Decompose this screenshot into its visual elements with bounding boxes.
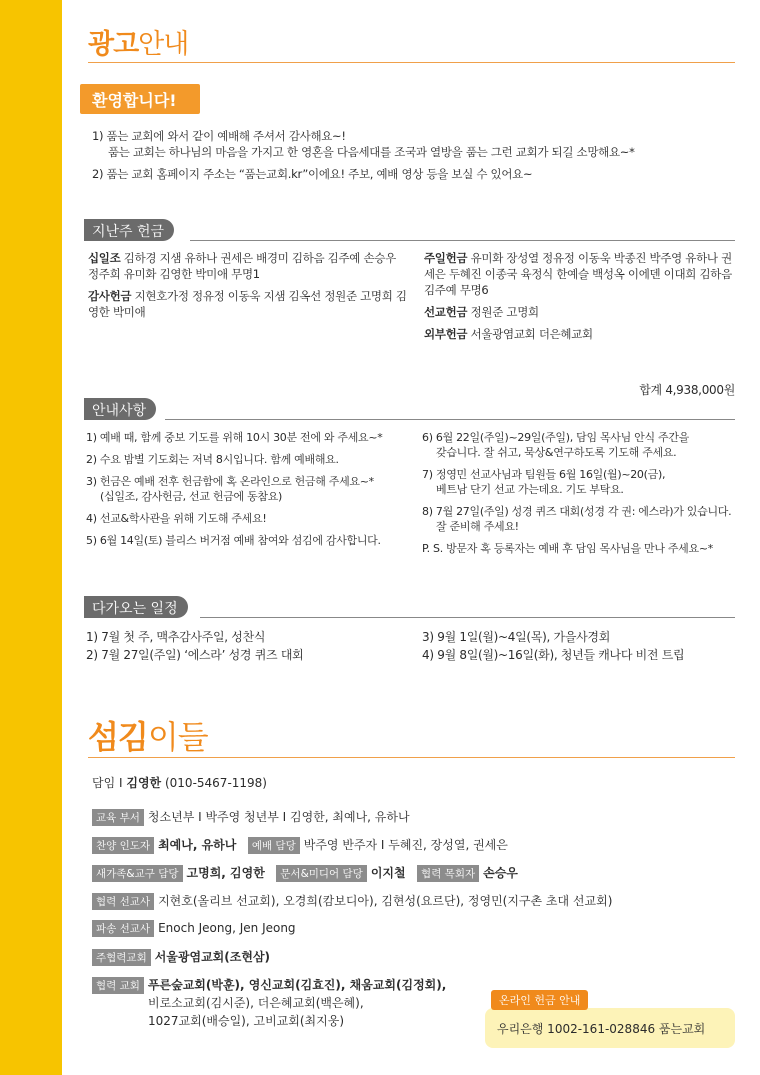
thanks-label: 감사헌금 — [88, 289, 132, 303]
mission-label: 선교헌금 — [424, 305, 468, 319]
ad-title-rule — [88, 62, 735, 63]
ad-line-2: 2) 품는 교회 홈페이지 주소는 “품는교회.kr”이에요! 주보, 예배 영상 등을 보실 수 있어요~ — [92, 167, 533, 181]
sunday-label: 주일헌금 — [424, 251, 468, 265]
tag-media: 문서&미디어 담당 — [276, 865, 367, 882]
schedule-right — [422, 628, 740, 664]
notice-6b: 갖습니다. 잘 쉬고, 묵상&연구하도록 기도해 주세요. — [436, 446, 677, 459]
notice-3: 3) 헌금은 예배 전후 헌금함에 혹 온라인으로 헌금해 주세요~* — [86, 475, 374, 488]
servants-row-5: 파송 선교사 Enoch Jeong, Jen Jeong — [92, 920, 296, 937]
schedule-left — [86, 628, 416, 664]
notices-rule — [165, 419, 735, 420]
schedule-pill: 다가오는 일정 — [84, 596, 188, 618]
servants-row-2: 찬양 인도자 최예나, 유하나 예배 담당 박주영 반주자 I 두혜진, 장성열, 권세은 — [92, 836, 508, 854]
notice-8b: 잘 준비해 주세요! — [436, 520, 519, 533]
tag-partner-church: 협력 교회 — [92, 977, 144, 994]
notice-7b: 베트남 단기 선교 가는데요. 기도 부탁요. — [436, 483, 624, 496]
online-account: 우리은행 1002-161-028846 품는교회 — [497, 1022, 706, 1036]
tag-newfamily: 새가족&교구 담당 — [92, 865, 183, 882]
tag-worship-leader: 찬양 인도자 — [92, 837, 154, 854]
schedule-4: 4) 9월 8일(월)~16일(화), 청년들 캐나다 비전 트립 — [422, 648, 685, 662]
schedule-2: 2) 7월 27일(주일) ‘에스라’ 성경 퀴즈 대회 — [86, 648, 304, 662]
notice-8: 8) 7월 27일(주일) 성경 퀴즈 대회(성경 각 권: 에스라)가 있습니다. — [422, 505, 732, 518]
schedule-rule — [200, 617, 735, 618]
pastor-label: 담임 I — [92, 776, 123, 790]
ad-line-1: 1) 품는 교회에 와서 같이 예배해 주셔서 감사해요~! — [92, 129, 346, 143]
offering-pill: 지난주 헌금 — [84, 219, 174, 241]
pastor-name: 김영한 — [126, 776, 162, 790]
sunday-names: 유미화 장성열 정유정 이동욱 박종진 박주영 유하나 권세은 두혜진 이종국 육정식 한예슬 백성옥 이에덴 이대희 김하음 김주예 무명6 — [424, 251, 732, 297]
tag-main-church: 주협력교회 — [92, 949, 151, 966]
notice-4: 4) 선교&학사관을 위해 기도해 주세요! — [86, 512, 267, 525]
online-offering-box — [485, 1008, 735, 1048]
offering-left — [88, 250, 408, 320]
yellow-sidebar — [0, 0, 62, 1075]
tag-sent-missionary: 파송 선교사 — [92, 920, 154, 937]
offering-rule — [190, 240, 735, 241]
servants-row-1: 교육 부서 청소년부 I 박주영 청년부 I 김영한, 최예나, 유하나 — [92, 808, 410, 826]
notice-2: 2) 수요 밤별 기도회는 저녁 8시입니다. 함께 예배해요. — [86, 453, 339, 466]
tag-worship: 예배 담당 — [248, 837, 300, 854]
tag-co-pastor: 협력 목회자 — [417, 865, 479, 882]
notices-left — [86, 430, 416, 548]
schedule-3: 3) 9월 1일(월)~4일(목), 가을사경회 — [422, 630, 610, 644]
tag-education: 교육 부서 — [92, 809, 144, 826]
tag-partner-missionary: 협력 선교사 — [92, 893, 154, 910]
servants-row-4: 협력 선교사 지현호(올리브 선교회), 오경희(캄보디아), 김현성(요르단), 정영민(지구촌 초대 선교회) — [92, 892, 612, 910]
offering-right — [424, 250, 734, 342]
tithe-label: 십일조 — [88, 251, 121, 265]
servants-title-rule — [88, 757, 735, 758]
servants-section-title: 섬김이들 — [88, 718, 208, 756]
notice-ps: P. S. 방문자 혹 등록자는 예배 후 담임 목사님을 만나 주세요~* — [422, 542, 713, 555]
offering-total: 합계 4,938,000원 — [639, 383, 735, 397]
outside-names: 서울광염교회 더은혜교회 — [470, 327, 593, 341]
servants-row-7: 협력 교회 푸른숲교회(박훈), 영신교회(김효진), 채움교회(김정회), — [92, 976, 446, 994]
notices-right — [422, 430, 740, 556]
thanks-names: 지현호가정 정유정 이동욱 지샘 김옥선 정원준 고명희 김영한 박미애 — [88, 289, 407, 319]
ad-line-1b: 품는 교회는 하나님의 마음을 가지고 한 영혼을 다음세대를 조국과 열방을 품는 그런 교회가 되길 소망해요~* — [108, 145, 635, 159]
outside-label: 외부헌금 — [424, 327, 468, 341]
notice-6: 6) 6월 22일(주일)~29일(주일), 담임 목사님 안식 주간을 — [422, 431, 689, 444]
notices-pill: 안내사항 — [84, 398, 156, 420]
servants-row-3: 새가족&교구 담당 고명희, 김영한 문서&미디어 담당 이지철 협력 목회자 손승우 — [92, 864, 518, 882]
ad-section-title: 광고안내 — [88, 29, 189, 60]
tithe-names: 김하경 지샘 유하나 권세은 배경미 김하음 김주예 손승우 정주희 유미화 김영한 박미애 무명1 — [88, 251, 396, 281]
partner-church-line-2: 비로소교회(김시준), 더은혜교회(백은혜), — [148, 996, 364, 1010]
servants-row-6: 주협력교회 서울광염교회(조현삼) — [92, 948, 270, 966]
pastor-phone: (010-5467-1198) — [164, 776, 267, 790]
notice-7: 7) 정영민 선교사님과 팀원들 6월 16일(월)~20(금), — [422, 468, 666, 481]
notice-1: 1) 예배 때, 함께 중보 기도를 위해 10시 30분 전에 와 주세요~* — [86, 431, 383, 444]
pastor-row — [92, 774, 267, 791]
notice-3b: (십일조, 감사헌금, 선교 헌금에 동참요) — [100, 490, 283, 503]
welcome-banner: 환영합니다! — [80, 84, 200, 114]
mission-names: 정원준 고명희 — [470, 305, 539, 319]
notice-5: 5) 6월 14일(토) 블리스 버거점 예배 참여와 섬김에 감사합니다. — [86, 534, 381, 547]
online-offering-tag: 온라인 헌금 안내 — [491, 990, 588, 1010]
partner-church-line-3: 1027교회(배승일), 고비교회(최지웅) — [148, 1014, 344, 1028]
schedule-1: 1) 7월 첫 주, 맥추감사주일, 성찬식 — [86, 630, 266, 644]
ad-lines — [92, 128, 732, 182]
